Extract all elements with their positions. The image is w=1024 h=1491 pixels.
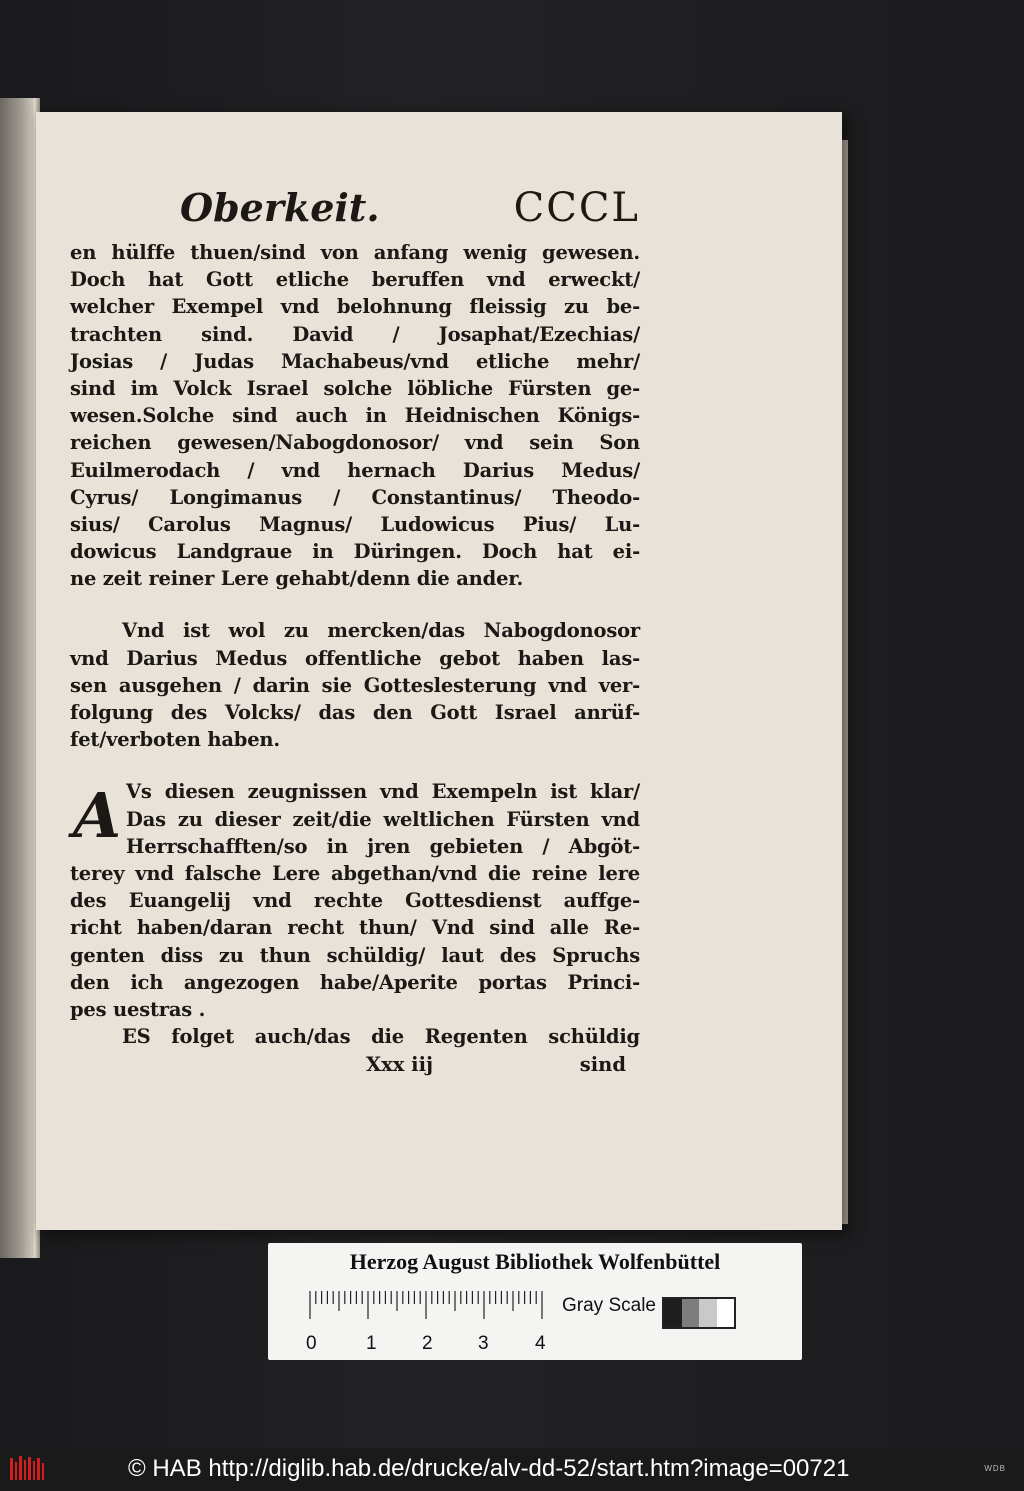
card-title: Herzog August Bibliothek Wolfenbüttel [349, 1249, 721, 1274]
text-line: genten diss zu thun schüldig/ laut des Spruchs [70, 943, 640, 967]
text-line: dowicus Landgraue in Düringen. Doch hat ei- [70, 540, 640, 564]
text-line: Josias / Judas Machabeus/vnd etliche mehr/ [70, 349, 640, 373]
viewer-footer [0, 1448, 1024, 1491]
wdb-mark: WDB [984, 1464, 1006, 1473]
paragraph-1 [70, 239, 640, 592]
text-line: Doch hat Gott etliche beruffen vnd erweckt/ [70, 268, 640, 292]
ruler-scale [308, 1291, 550, 1321]
text-line: reichen gewesen/Nabogdonosor/ vnd sein Son [70, 431, 640, 455]
previous-page-edge [0, 98, 40, 1258]
text-line: den ich angezogen habe/Aperite portas Princi- [70, 970, 640, 994]
text-line: folgung des Volcks/ das den Gott Israel anrüf- [70, 701, 640, 724]
text-line: sius/ Carolus Magnus/ Ludowicus Pius/ Lu- [70, 512, 640, 536]
page-text [70, 185, 640, 1080]
text-line: welcher Exempel vnd belohnung fleissig zu be- [70, 295, 640, 319]
paragraph-3 [70, 778, 640, 1023]
catchword: sind [579, 1053, 626, 1077]
text-line: richt haben/daran recht thun/ Vnd sind alle Re- [70, 916, 640, 940]
gray-swatch [682, 1299, 700, 1327]
ruler-number: 2 [422, 1333, 433, 1354]
text-line: terey vnd falsche Lere abgethan/vnd die reine lere [70, 861, 640, 885]
signature-mark: Xxx iij [366, 1053, 434, 1077]
text-line: Herrschafften/so in jren gebieten / Abgöt- [126, 834, 640, 858]
paragraph-2 [70, 617, 640, 753]
gray-swatch [717, 1299, 735, 1327]
text-line: pes uestras . [70, 997, 206, 1021]
gray-swatch [664, 1299, 682, 1327]
gray-swatch [699, 1299, 717, 1327]
text-line: Vnd ist wol zu mercken/das Nabogdonosor [122, 619, 640, 643]
gray-scale-swatches [662, 1297, 736, 1329]
text-line: vnd Darius Medus offentliche gebot haben las- [70, 646, 640, 670]
ruler-number: 1 [366, 1333, 377, 1354]
folio-number: CCCL [513, 185, 640, 231]
text-line: Vs diesen zeugnissen vnd Exempeln ist klar/ [126, 780, 640, 804]
copyright-link[interactable]: © HAB http://diglib.hab.de/drucke/alv-dd-52/start.htm?image=00721 [128, 1455, 850, 1482]
page-foot [70, 1050, 640, 1080]
drop-cap: A [72, 779, 122, 853]
text-line: fet/verboten haben. [70, 728, 280, 752]
text-line: Das zu dieser zeit/die weltlichen Fürsten vnd [126, 807, 640, 831]
text-line: sen ausgehen / darin sie Gotteslesterung vnd ver- [70, 673, 640, 697]
ruler-number: 3 [478, 1333, 489, 1354]
page-header [70, 185, 640, 237]
text-line: en hülffe thuen/sind von anfang wenig gewesen. [70, 241, 640, 264]
text-line: ne zeit reiner Lere gehabt/denn die ander. [70, 567, 524, 591]
text-line: wesen.Solche sind auch in Heidnischen Königs- [70, 404, 640, 428]
color-reference-card [268, 1243, 802, 1360]
hab-logo-icon [10, 1456, 46, 1482]
running-head: Oberkeit. [180, 185, 380, 230]
text-line: Cyrus/ Longimanus / Constantinus/ Theodo- [70, 485, 640, 509]
text-line: trachten sind. David / Josaphat/Ezechias/ [70, 322, 640, 346]
text-line: sind im Volck Israel solche löbliche Fürsten ge- [70, 376, 640, 400]
ruler-number: 0 [306, 1333, 317, 1354]
ruler-number: 4 [535, 1333, 546, 1354]
text-line: Euilmerodach / vnd hernach Darius Medus/ [70, 458, 640, 482]
paragraph-4: ES folget auch/das die Regenten schüldig [122, 1025, 640, 1049]
text-line: des Euangelij vnd rechte Gottesdienst auffge- [70, 889, 640, 913]
gray-scale-label: Gray Scale [562, 1295, 656, 1316]
